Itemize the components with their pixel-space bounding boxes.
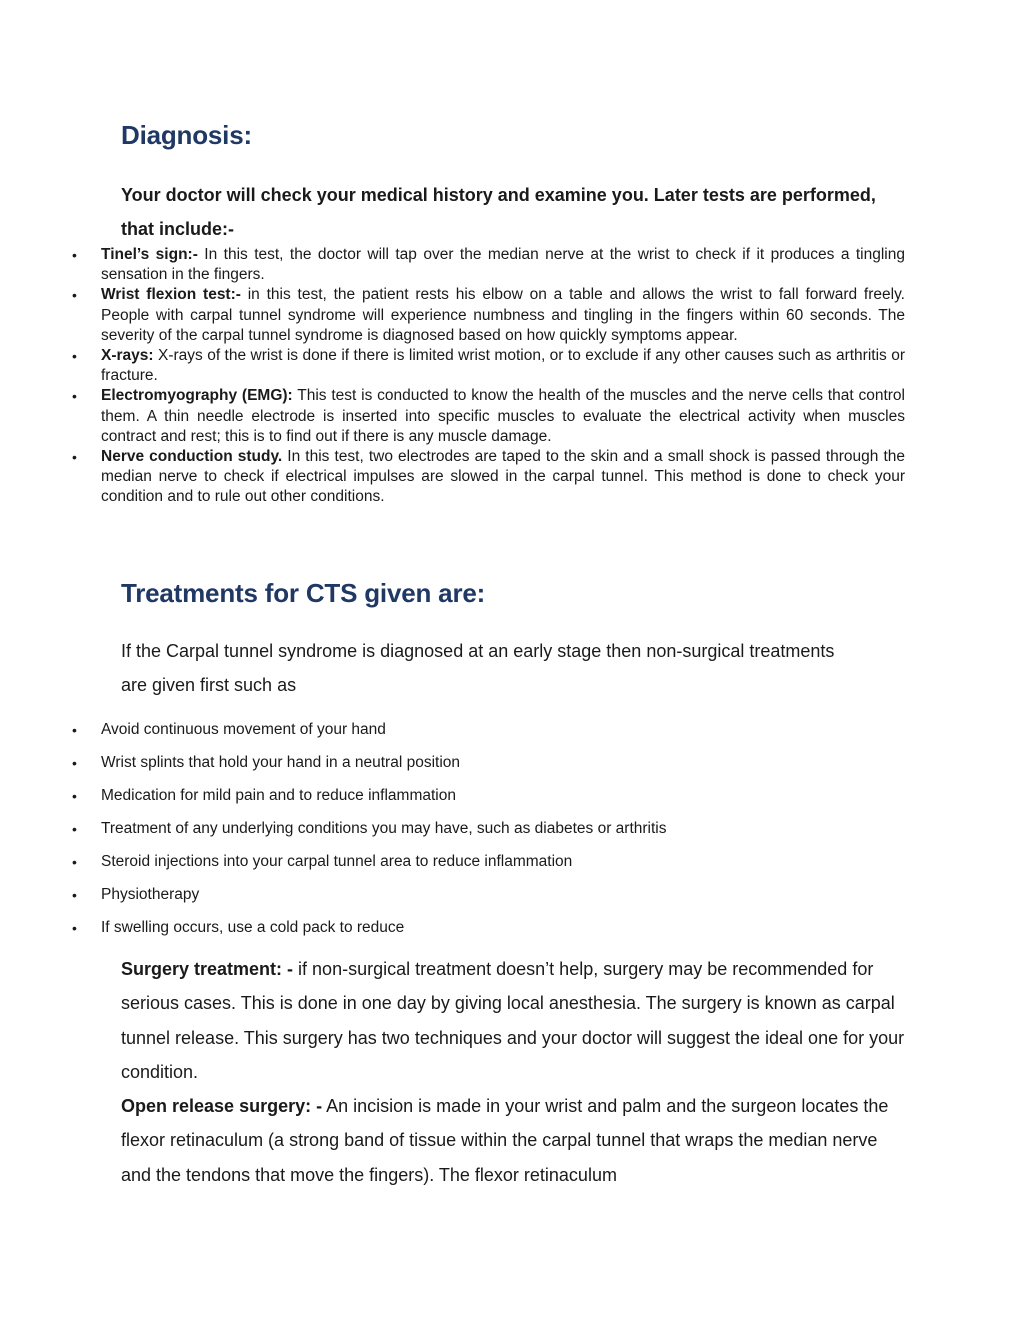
bullet-icon: • [72, 887, 77, 903]
test-description: This test is conducted to know the health of the muscles and the nerve cells that control them. A thin needle electrode is inserted into specific muscles to evaluate the electrical activity when muscles contract and rest; this is to find out if there is any muscle damage. [101, 387, 905, 445]
diagnosis-intro: Your doctor will check your medical history and examine you. Later tests are performed, that include:- [121, 185, 876, 239]
test-description: In this test, the doctor will tap over the median nerve at the wrist to check if it produces a tingling sensation in the fingers. [101, 246, 905, 284]
test-term: Electromyography (EMG): [101, 387, 293, 405]
bullet-icon: • [72, 788, 77, 804]
list-item [0, 884, 905, 906]
open-release-paragraph [121, 1089, 911, 1192]
bullet-icon: • [72, 755, 77, 771]
treatment-text: Physiotherapy [101, 886, 200, 903]
open-release-text: An incision is made in your wrist and palm and the surgeon locates the flexor retinaculum (a strong band of tissue within the carpal tunnel that wraps the median nerve and the tendons that move the fingers). The flexor retinaculum [121, 1096, 889, 1185]
surgery-text: if non-surgical treatment doesn’t help, surgery may be recommended for serious cases. This is done in one day by giving local anesthesia. The surgery is known as carpal tunnel release. This surgery has two techniques and your doctor will suggest the ideal one for your condition. [121, 959, 905, 1082]
bullet-icon: • [72, 388, 77, 405]
test-term: X-rays: [101, 347, 154, 365]
list-item [0, 818, 905, 840]
open-release-lead: Open release surgery: - [121, 1096, 323, 1116]
bullet-icon: • [72, 348, 77, 365]
treatment-text: Treatment of any underlying conditions you may have, such as diabetes or arthritis [101, 820, 667, 837]
list-item [0, 785, 905, 807]
test-term: Nerve conduction study. [101, 448, 283, 466]
bullet-icon: • [72, 722, 77, 738]
bullet-icon: • [72, 247, 77, 263]
list-item [0, 917, 905, 939]
list-item [0, 752, 905, 774]
list-item [0, 285, 905, 346]
list-item [0, 245, 905, 285]
test-description: In this test, two electrodes are taped to the skin and a small shock is passed through the median nerve to check if electrical impulses are slowed in the carpal tunnel. This method is done to check your condition and to rule out other conditions. [101, 448, 905, 506]
treatment-list [0, 719, 905, 950]
list-item [0, 346, 905, 386]
bullet-icon: • [72, 821, 77, 837]
surgery-paragraph [121, 952, 911, 1089]
list-item [0, 386, 905, 447]
bullet-icon: • [72, 287, 77, 304]
treatment-text: If swelling occurs, use a cold pack to reduce [101, 919, 405, 936]
treatment-text: Wrist splints that hold your hand in a neutral position [101, 754, 460, 771]
list-item [0, 851, 905, 873]
test-term: Wrist flexion test:- [101, 286, 241, 304]
list-item [0, 447, 905, 508]
treatment-text: Steroid injections into your carpal tunnel area to reduce inflammation [101, 853, 573, 870]
diagnosis-heading: Diagnosis: [121, 120, 252, 150]
bullet-icon: • [72, 449, 77, 466]
treatment-text: Avoid continuous movement of your hand [101, 721, 386, 738]
treatment-text: Medication for mild pain and to reduce inflammation [101, 787, 456, 804]
test-description: X-rays of the wrist is done if there is limited wrist motion, or to exclude if any other causes such as arthritis or fracture. [101, 347, 905, 385]
treatments-heading: Treatments for CTS given are: [121, 578, 486, 608]
diagnosis-test-list [0, 245, 905, 508]
surgery-lead: Surgery treatment: - [121, 959, 294, 979]
bullet-icon: • [72, 854, 77, 870]
list-item [0, 719, 905, 741]
test-description: in this test, the patient rests his elbow on a table and allows the wrist to fall forward freely. People with carpal tunnel syndrome will experience numbness and tingling in the fingers within 60 seconds. The severity of the carpal tunnel syndrome is diagnosed based on how quickly symptoms appear. [101, 286, 905, 344]
bullet-icon: • [72, 920, 77, 936]
test-term: Tinel’s sign:- [101, 246, 198, 263]
treatments-intro: If the Carpal tunnel syndrome is diagnosed at an early stage then non-surgical treatments are given first such as [121, 641, 835, 695]
